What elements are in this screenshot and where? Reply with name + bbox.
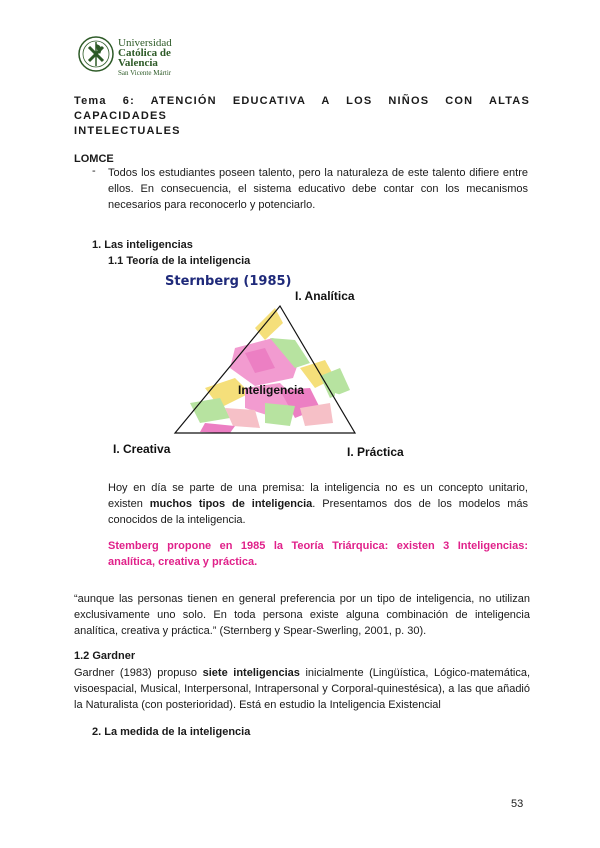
logo-line3: Valencia	[118, 57, 158, 69]
gardner-bold: siete inteligencias	[202, 667, 300, 679]
p1-after: . Presentamos dos de los modelos más conocidos de la inteligencia.	[108, 498, 528, 526]
university-seal-icon	[78, 36, 114, 72]
bullet-dash: -	[92, 165, 96, 177]
title-line2: INTELECTUALES	[74, 125, 181, 137]
page-number: 53	[511, 798, 524, 810]
sternberg-diagram	[105, 268, 405, 468]
label-analitica: I. Analítica	[295, 289, 355, 303]
gardner-heading: 1.2 Gardner	[74, 650, 136, 662]
lomce-text: Todos los estudiantes poseen talento, pero la naturaleza de este talento difiere entre ellos. En consecuencia, el sistema educativo debe contar con los mecanismos necesarios para reconocerlo y potenciarlo.	[108, 167, 528, 211]
quote: “aunque las personas tienen en general preferencia por un tipo de inteligencia, no utilizan exclusivamente uno solo. En toda persona existe alguna combinación de inteligencia analítica, creativa y práctica.” (Sternberg y Spear-Swerling, 2001, p. 30).	[74, 593, 530, 637]
p1-bold: muchos tipos de inteligencia	[149, 498, 313, 510]
gardner-after: inicialmente (Lingüística, Lógico-matemática, visoespacial, Musical, Interpersonal, Intrapersonal y Corporal-quinestésica), a las que añadió la Naturalista (con posterioridad). Está en estudio la Inteligencia Existencial	[74, 667, 530, 711]
label-practica: I. Práctica	[347, 445, 404, 459]
p1-before: Hoy en día se parte de una premisa: la inteligencia no es un concepto unitario, existen	[108, 482, 528, 510]
gardner-text	[74, 665, 530, 713]
paragraph-sternberg: Stemberg propone en 1985 la Teoría Triárquica: existen 3 Inteligencias: analítica, creativa y práctica.	[108, 540, 528, 568]
lomce-heading: LOMCE	[74, 153, 114, 165]
triangle-fill	[190, 308, 350, 433]
section1-1-heading: 1.1 Teoría de la inteligencia	[108, 255, 251, 267]
title-line1: Tema 6: ATENCIÓN EDUCATIVA A LOS NIÑOS CON ALTAS CAPACIDADES	[74, 95, 530, 122]
logo-text	[118, 38, 172, 78]
section2-heading: 2. La medida de la inteligencia	[92, 726, 251, 738]
logo-line1: Universidad	[118, 37, 172, 49]
label-inteligencia: Inteligencia	[238, 383, 305, 397]
gardner-before: Gardner (1983) propuso	[74, 667, 203, 679]
logo-line2: Católica de	[118, 47, 171, 59]
paragraph-premisa	[108, 480, 528, 528]
logo-line4: San Vicente Mártir	[118, 69, 172, 77]
page-title	[74, 94, 530, 139]
label-creativa: I. Creativa	[113, 442, 171, 456]
section1-heading: 1. Las inteligencias	[92, 239, 193, 251]
diagram-title: Sternberg (1985)	[165, 274, 292, 289]
